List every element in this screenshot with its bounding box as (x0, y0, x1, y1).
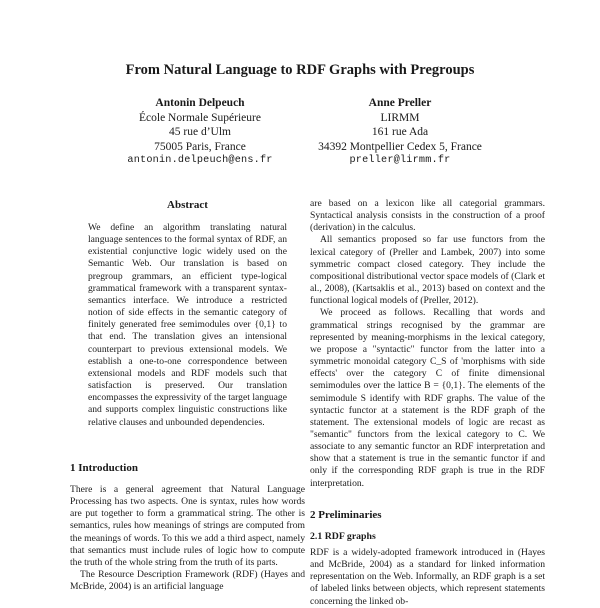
author-address-city: 34392 Montpellier Cedex 5, France (318, 140, 482, 153)
author-name: Anne Preller (368, 97, 432, 109)
author-address-street: 45 rue d’Ulm (169, 126, 231, 139)
author-address-street: 161 rue Ada (371, 126, 429, 139)
paragraph: RDF is a widely-adopted framework introduced in (Hayes and McBride, 2004) as a standard for linked information representation on the Web. Informally, an RDF graph is a set of labeled links between objects, which represent statements concerning the linked ob- (310, 547, 545, 607)
author-name: Antonin Delpeuch (155, 97, 245, 109)
author-affiliation: LIRMM (380, 111, 420, 124)
abstract-heading: Abstract (167, 199, 208, 211)
author-block-2 (305, 96, 495, 169)
section-heading-introduction: 1 Introduction (70, 462, 138, 474)
section-heading-preliminaries: 2 Preliminaries (310, 509, 382, 521)
introduction-body (70, 484, 305, 593)
author-block-1 (105, 96, 295, 169)
right-column-body (310, 198, 545, 490)
paragraph: There is a general agreement that Natural Language Processing has two aspects. One is syntax, rules how words are put together to form a grammatical string. The other is semantics, rules how meanings of strings are computed from the meanings of words. To this we add a third aspect, namely that semantics must include rules of logic how to compute the truth of the whole string from the truth of its parts. (70, 484, 305, 568)
abstract-body (88, 222, 287, 429)
paper-title: From Natural Language to RDF Graphs with Pregroups (125, 62, 475, 78)
paragraph: are based on a lexicon like all categorial grammars. Syntactical analysis consists in the construction of a proof (derivation) in the calculus. (310, 198, 545, 234)
rdf-graphs-body (310, 547, 545, 608)
author-affiliation: École Normale Supérieure (139, 111, 261, 124)
paragraph: We proceed as follows. Recalling that words and grammatical strings recognised by the grammar are represented by meaning-morphisms in the lexical category, we propose a "syntactic" functor from the latter into a symmetric monoidal category C_S of 'morphisms with side effects' over the category C of finite dimensional semimodules over the lattice B = {0,1}. The elements of the semimodule S identify with RDF graphs. The value of the syntactic functor at a statement is the RDF graph of the statement. The extensional models of logic are recast as "semantic" functors from the lexical category to C. We associate to any semantic functor an RDF interpretation and show that a statement is true in the semantic functor if and only if the corresponding RDF graph is true in the RDF interpretation. (310, 307, 545, 489)
subsection-heading-rdf-graphs: 2.1 RDF graphs (310, 531, 376, 542)
paragraph: The Resource Description Framework (RDF) (Hayes and McBride, 2004) is an artificial language (70, 569, 305, 593)
paragraph: All semantics proposed so far use functors from the lexical category of (Preller and Lambek, 2007) into some symmetric compact closed category. They include the compositional distributional vector space models of (Clark et al., 2008), (Kartsaklis et al., 2013) based on context and the functional logical models of (Preller, 2012). (310, 234, 545, 307)
author-email[interactable]: preller@lirmm.fr (349, 155, 451, 167)
abstract-text: We define an algorithm translating natural language sentences to the formal syntax of RDF, an existential conjunctive logic widely used on the Semantic Web. Our translation is based on pregroup grammars, an efficient type-logical grammatical framework with a transparent syntax-semantics interface. We introduce a restricted notion of side effects in the semantic category of finitely generated free semimodules over {0,1} to that end. The translation gives an intensional counterpart to previous extensional models. We establish a one-to-one correspondence between extensional models and RDF models such that satisfaction is preserved. Our translation encompasses the expressivity of the target language and supports complex linguistic constructions like relative clauses and unbounded dependencies. (88, 222, 287, 428)
author-address-city: 75005 Paris, France (154, 140, 246, 153)
author-email[interactable]: antonin.delpeuch@ens.fr (127, 155, 273, 167)
